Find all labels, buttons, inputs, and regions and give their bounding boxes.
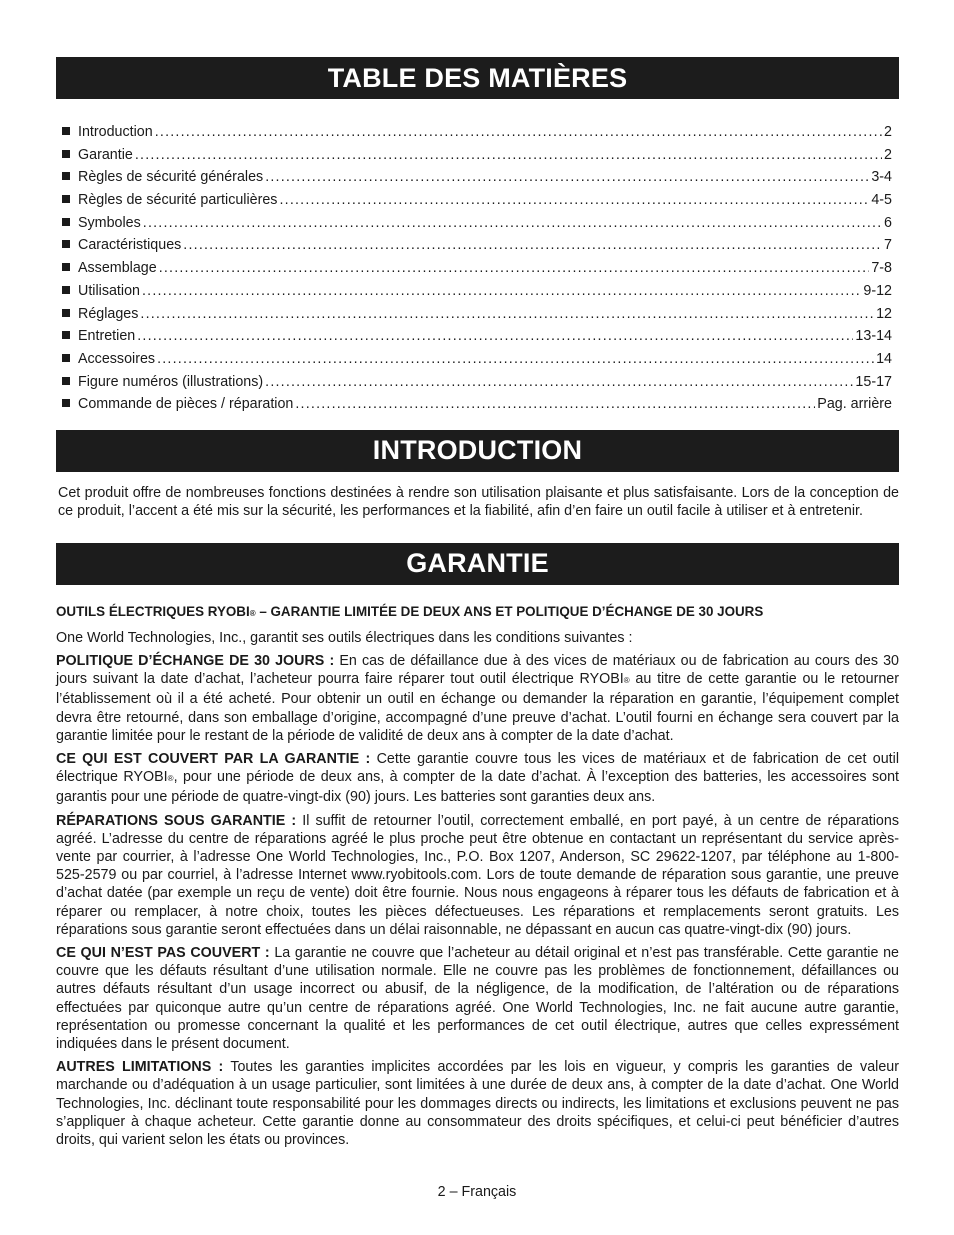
introduction-text: Cet produit offre de nombreuses fonctions destinées à rendre son utilisation plaisante et plus satisfaisante. Lors de la conception de ce produit, l’accent a été mis sur la sécurité, les performances et la fiabilité, afin d’en faire un outil facile à utiliser et à entretenir. [58,484,899,520]
dot-leader [279,189,869,212]
toc-item [62,212,892,235]
dot-leader [157,348,874,371]
toc-label: Garantie [78,146,133,163]
dot-leader [135,144,882,167]
dot-leader [137,325,853,348]
square-bullet-icon [62,331,70,339]
dot-leader [155,121,882,144]
registered-mark: ® [623,676,630,686]
dot-leader [142,280,861,303]
garantie-paragraph-covered [56,750,899,807]
toc-label: Figure numéros (illustrations) [78,373,264,390]
paragraph-text: Cette garantie couvre tous les vices de matériaux et de fabrication de cet outil électrique RYOBI [56,750,899,786]
toc-label: Règles de sécurité générales [78,169,264,186]
toc-item [62,303,892,326]
paragraph-lead: CE QUI EST COUVERT PAR LA GARANTIE : [56,750,371,767]
garantie-paragraph-not-covered [56,944,899,1053]
paragraph-text: au titre de cette garantie ou le retourner l’établissement où il a été acheté. Pour obtenir un outil en échange ou demander la réparation en garantie, l’équipement complet devra être retourné, dans son emballage d’origine, accompagné d’une preuve d’achat. L’outil fourni en échange sera couvert par la garantie limitée pour le restant de la période de validité de deux ans à compter de la date d’achat. [56,671,899,744]
toc-page: 12 [876,305,892,322]
paragraph-text: La garantie ne couvre que l’acheteur au détail original et n’est pas transférable. Cette garantie ne couvre que les défauts résultant d’une utilisation normale. Elle ne couvre pas les problèmes de fonctionnement, défaillances ou autres défauts résultant d’un usage incorrect ou abusif, de la négligence, de la modification, de l’altération ou de réparations effectuées par quiconque autre qu’un centre de réparations agréé. One World Technologies, Inc. ne fait aucune autre garantie, représentation ou promesse concernant la qualité et les performances de cet outil électrique, autres que celles expressément indiquées dans le présent document. [56,944,899,1052]
toc-label: Réglages [78,305,139,322]
dot-leader [295,393,815,416]
toc-label: Entretien [78,328,136,345]
square-bullet-icon [62,127,70,135]
paragraph-lead: RÉPARATIONS SOUS GARANTIE : [56,812,297,829]
paragraph-text: Toutes les garanties implicites accordées par les lois en vigueur, y compris les garanties de valeur marchande ou d’adéquation à un usage particulier, sont limitées à une durée de deux ans, à compter de la date d’achat. One World Technologies, Inc. déclinant toute responsabilité pour les dommages directs ou indirects, les limitations et exclusions peuvent ne pas s’appliquer à chaque acheteur. Cette garantie donne au consommateur des droits spécifiques, et celui-ci peut bénéficier d’autres droits, qui varient selon les états ou provinces. [56,1059,899,1149]
toc-item [62,348,892,371]
square-bullet-icon [62,399,70,407]
introduction-banner [56,430,899,472]
toc-item [62,189,892,212]
paragraph-lead: POLITIQUE D’ÉCHANGE DE 30 JOURS : [56,652,335,669]
toc-page: 7-8 [871,260,892,277]
square-bullet-icon [62,377,70,385]
toc-item [62,121,892,144]
subtitle-part: OUTILS ÉLECTRIQUES RYOBI [56,603,250,619]
toc-page: 9-12 [863,282,892,299]
dot-leader [265,166,869,189]
toc-item [62,257,892,280]
garantie-banner [56,543,899,585]
toc-page: Pag. arrière [817,396,892,413]
toc-label: Accessoires [78,350,156,367]
garantie-subtitle [56,603,899,623]
toc-page: 7 [884,237,892,254]
square-bullet-icon [62,195,70,203]
toc-item [62,234,892,257]
toc-label: Utilisation [78,282,140,299]
garantie-intro: One World Technologies, Inc., garantit ses outils électriques dans les conditions suivantes : [56,629,633,646]
garantie-title: GARANTIE [406,548,549,579]
toc-item [62,280,892,303]
introduction-title: INTRODUCTION [372,435,583,466]
toc-label: Caractéristiques [78,237,182,254]
paragraph-text: Il suffit de retourner l’outil, correctement emballé, en port payé, à un centre de réparations agréé. L’adresse du centre de réparations agréé le plus proche peut être obtenue en contactant un représentant du service après-vente par courrier, à l’adresse One World Technologies, Inc., P.O. Box 1207, Anderson, SC 29622-1207, par téléphone au 1-800-525-2579 ou par courriel, à l’adresse Internet www.ryobitools.com. Lors de toute demande de réparation sous garantie, une preuve d’achat datée (par exemple un reçu de vente) doit être fournie. Nous nous engageons à réparer tous les défauts de fabrication et à réparer ou remplacer, à notre choix, toutes les pièces défectueuses. Les réparations et remplacements seront gratuits. Les réparations sous garantie seront effectuées dans un délai raisonnable, ne dépassant en aucun cas quatre-vingt-dix (90) jours. [56,812,899,938]
toc-title: TABLE DES MATIÈRES [327,62,628,93]
toc-item [62,371,892,394]
paragraph-text: , pour une période de deux ans, à compter de la date d’achat. À l’exception des batteries, les accessoires sont garantis pour une période de quatre-vingt-dix (90) jours. Les batteries sont garanties deux ans. [56,769,899,806]
garantie-paragraph-limitations [56,1058,899,1149]
paragraph-text: En cas de défaillance due à des vices de matériaux ou de fabrication au cours des 30 jours suivant la date d’achat, l’acheteur pourra faire réparer tout outil électrique RYOBI [56,652,899,688]
table-of-contents [56,99,899,416]
toc-label: Symboles [78,214,141,231]
toc-item [62,325,892,348]
garantie-paragraph-repairs [56,812,899,939]
garantie-paragraph-exchange [56,652,899,745]
square-bullet-icon [62,263,70,271]
toc-label: Règles de sécurité particulières [78,192,278,209]
toc-page: 3-4 [871,169,892,186]
square-bullet-icon [62,240,70,248]
dot-leader [265,371,853,394]
square-bullet-icon [62,150,70,158]
toc-page: 2 [884,124,892,140]
toc-label: Introduction [78,124,153,140]
toc-label: Commande de pièces / réparation [78,396,294,413]
square-bullet-icon [62,309,70,317]
registered-mark: ® [167,774,174,784]
toc-page: 2 [884,146,892,163]
toc-item [62,166,892,189]
dot-leader [159,257,870,280]
garantie-section [56,603,899,1150]
paragraph-lead: AUTRES LIMITATIONS : [56,1059,224,1076]
registered-mark: ® [249,608,256,618]
page [56,57,899,1154]
dot-leader [140,303,874,326]
toc-page: 6 [884,214,892,231]
dot-leader [143,212,882,235]
toc-banner [56,57,899,99]
toc-item [62,144,892,167]
toc-item [62,393,892,416]
page-footer: 2 – Français [437,1184,517,1200]
square-bullet-icon [62,172,70,180]
toc-label: Assemblage [78,260,157,277]
subtitle-part: – GARANTIE LIMITÉE DE DEUX ANS ET POLITIQUE D’ÉCHANGE DE 30 JOURS [255,603,764,619]
dot-leader [183,234,882,257]
toc-page: 13-14 [855,328,892,345]
toc-page: 15-17 [855,373,892,390]
toc-page: 4-5 [871,192,892,209]
paragraph-lead: CE QUI N’EST PAS COUVERT : [56,944,270,961]
toc-page: 14 [876,350,892,367]
square-bullet-icon [62,286,70,294]
square-bullet-icon [62,354,70,362]
square-bullet-icon [62,218,70,226]
